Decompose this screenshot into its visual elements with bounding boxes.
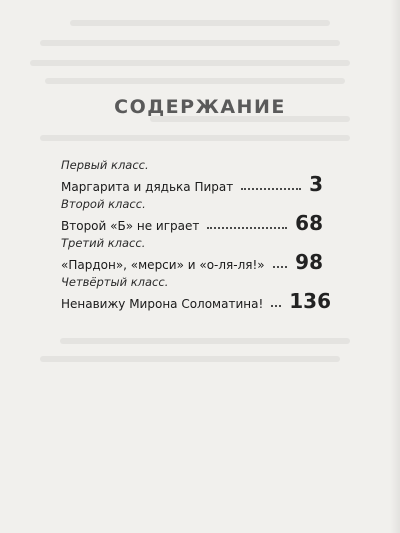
toc-chapter-title: «Пардон», «мерси» и «о-ля-ля!» bbox=[61, 258, 265, 272]
toc-grade: Третий класс. bbox=[61, 236, 146, 250]
toc-chapter-title: Второй «Б» не играет bbox=[61, 219, 200, 233]
toc-page-number: 136 bbox=[289, 289, 332, 313]
toc-grade: Второй класс. bbox=[61, 197, 146, 211]
page-title: СОДЕРЖАНИЕ bbox=[114, 96, 286, 118]
toc-page-number: 98 bbox=[295, 250, 323, 274]
toc-entry-1 bbox=[61, 158, 323, 195]
toc-page-number: 3 bbox=[309, 172, 323, 196]
dot-leader bbox=[207, 227, 287, 229]
toc-entry-4 bbox=[61, 275, 332, 313]
toc-entry-2 bbox=[61, 197, 323, 234]
dot-leader bbox=[273, 266, 288, 268]
toc-row bbox=[61, 252, 323, 273]
toc-grade: Четвёртый класс. bbox=[61, 275, 169, 289]
dot-leader bbox=[241, 188, 301, 190]
page-edge-shadow bbox=[390, 0, 400, 533]
toc-row bbox=[61, 174, 323, 195]
toc-row bbox=[61, 213, 323, 234]
toc-grade: Первый класс. bbox=[61, 158, 149, 172]
toc-chapter-title: Ненавижу Мирона Соломатина! bbox=[61, 297, 264, 311]
toc-chapter-title: Маргарита и дядька Пират bbox=[61, 180, 234, 194]
toc-page-number: 68 bbox=[295, 211, 323, 235]
toc-entry-3 bbox=[61, 236, 323, 273]
dot-leader bbox=[271, 305, 281, 307]
toc-row bbox=[61, 289, 332, 313]
